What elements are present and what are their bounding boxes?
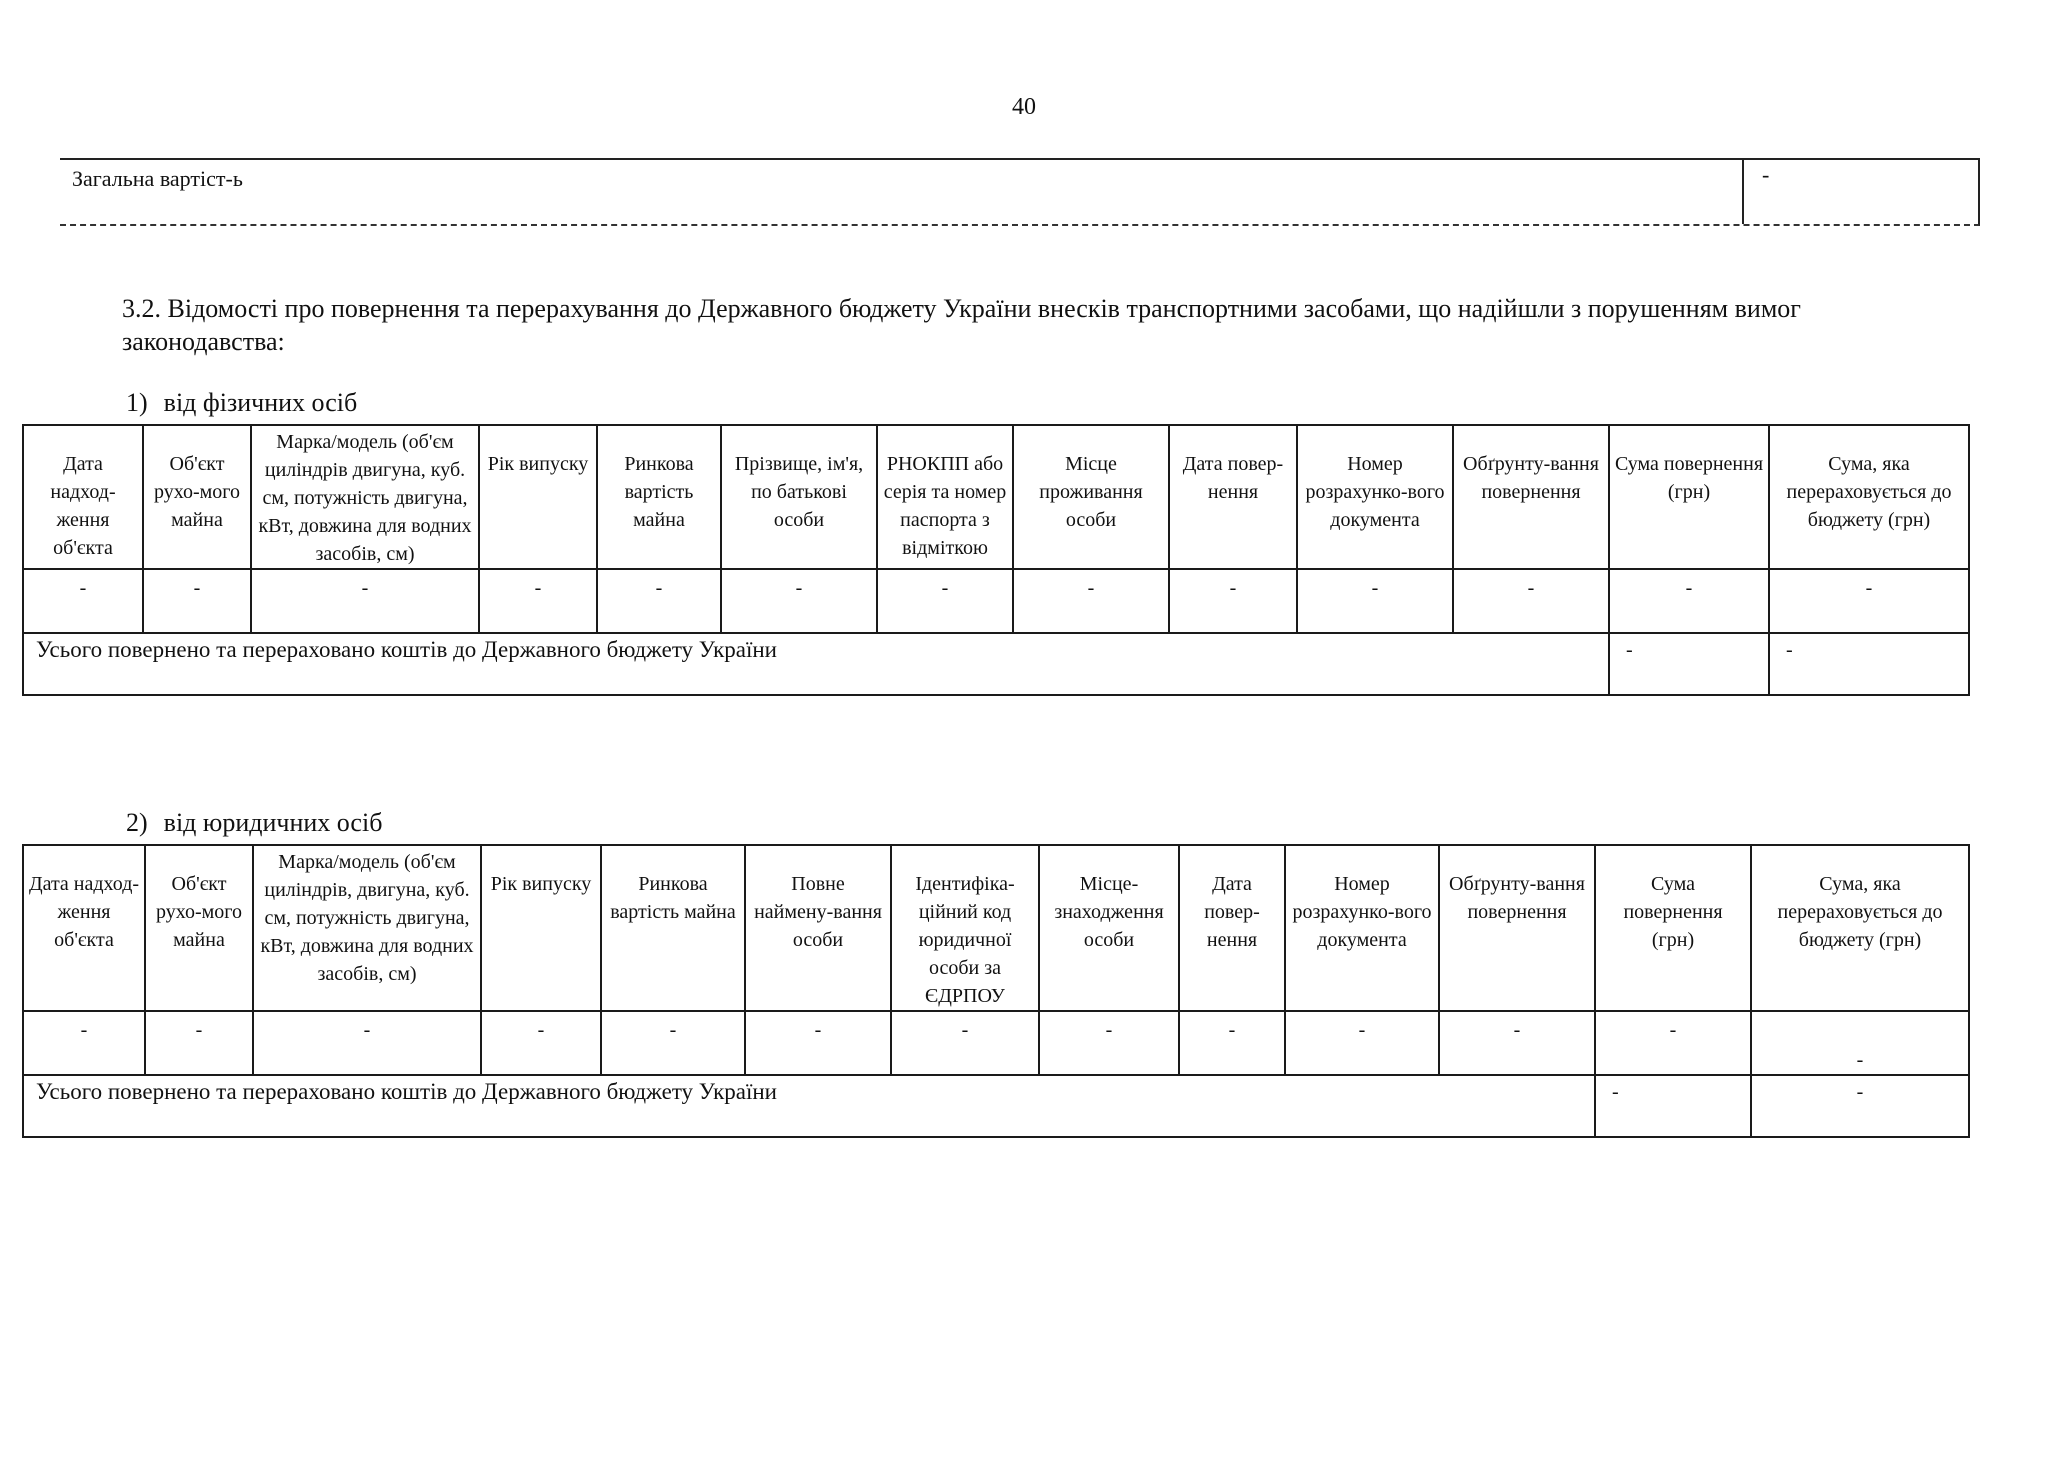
individuals-table: [22, 424, 1970, 696]
header-cell: Дата надход-ження об'єкта: [23, 425, 143, 569]
table-cell: -: [253, 1011, 481, 1075]
table-cell: -: [23, 1011, 145, 1075]
total-value-row: [60, 158, 1980, 226]
header-cell: Повне наймену-вання особи: [745, 845, 891, 1011]
header-cell: Сума, яка перераховується до бюджету (грн): [1751, 845, 1969, 1011]
table-row: [23, 569, 1969, 633]
total-budget-sum: -: [1769, 633, 1969, 695]
table-cell: -: [891, 1011, 1039, 1075]
header-cell: Ринкова вартість майна: [601, 845, 745, 1011]
table-cell: -: [1769, 569, 1969, 633]
table-cell: -: [597, 569, 721, 633]
header-cell: Номер розрахунко-вого документа: [1285, 845, 1439, 1011]
header-cell: Ринкова вартість майна: [597, 425, 721, 569]
header-cell: Сума повернення (грн): [1595, 845, 1751, 1011]
header-cell: Дата надход-ження об'єкта: [23, 845, 145, 1011]
table-cell: -: [745, 1011, 891, 1075]
table-cell: -: [1297, 569, 1453, 633]
header-cell: Обґрунту-вання повернення: [1439, 845, 1595, 1011]
subsection-number: 2): [126, 808, 148, 837]
table-cell: -: [1595, 1011, 1751, 1075]
header-cell: Марка/модель (об'єм циліндрів двигуна, куб. см, потужність двигуна, кВт, довжина для водних засобів, см): [251, 425, 479, 569]
subsection-label: від фізичних осіб: [163, 388, 358, 417]
header-cell: Рік випуску: [481, 845, 601, 1011]
header-cell: Місце-знаходження особи: [1039, 845, 1179, 1011]
total-value-amount: -: [1762, 162, 1770, 187]
table-cell: -: [721, 569, 877, 633]
table-cell: -: [1285, 1011, 1439, 1075]
header-cell: Номер розрахунко-вого документа: [1297, 425, 1453, 569]
header-cell: Обґрунту-вання повернення: [1453, 425, 1609, 569]
table-cell: -: [601, 1011, 745, 1075]
header-cell: Рік випуску: [479, 425, 597, 569]
table-cell: -: [23, 569, 143, 633]
header-cell: РНОКПП або серія та номер паспорта з відміткою: [877, 425, 1013, 569]
total-value-divider: [1742, 160, 1744, 224]
table-cell: -: [1169, 569, 1297, 633]
total-label: Усього повернено та перераховано коштів до Державного бюджету України: [23, 1075, 1595, 1137]
table-cell: -: [143, 569, 251, 633]
table-header-row: [23, 845, 1969, 1011]
table-cell: -: [1179, 1011, 1285, 1075]
table-cell: -: [877, 569, 1013, 633]
header-cell: Дата повер-нення: [1179, 845, 1285, 1011]
header-cell: Об'єкт рухо-мого майна: [145, 845, 253, 1011]
table-cell: -: [1751, 1011, 1969, 1075]
total-budget-sum: -: [1751, 1075, 1969, 1137]
subsection-legal-title: [126, 808, 382, 838]
table-cell: -: [1439, 1011, 1595, 1075]
subsection-number: 1): [126, 388, 148, 417]
table-total-row: [23, 633, 1969, 695]
table-cell: -: [145, 1011, 253, 1075]
legal-entities-table: [22, 844, 1970, 1138]
header-cell: Сума повернення (грн): [1609, 425, 1769, 569]
section-title: 3.2. Відомості про повернення та перерахування до Державного бюджету України внесків транспортними засобами, що надійшли з порушенням вимог законодавства:: [122, 294, 1801, 356]
table-row: [23, 1011, 1969, 1075]
page-number: 40: [1012, 94, 1036, 120]
table-cell: -: [479, 569, 597, 633]
header-cell: Дата повер-нення: [1169, 425, 1297, 569]
total-return-sum: -: [1609, 633, 1769, 695]
header-cell: Ідентифіка-ційний код юридичної особи за ЄДРПОУ: [891, 845, 1039, 1011]
header-cell: Марка/модель (об'єм циліндрів, двигуна, куб. см, потужність двигуна, кВт, довжина для водних засобів, см): [253, 845, 481, 1011]
header-cell: Сума, яка перераховується до бюджету (грн): [1769, 425, 1969, 569]
total-label: Усього повернено та перераховано коштів до Державного бюджету України: [23, 633, 1609, 695]
table-cell: -: [1453, 569, 1609, 633]
subsection-individuals-title: [126, 388, 357, 418]
table-header-row: [23, 425, 1969, 569]
header-cell: Об'єкт рухо-мого майна: [143, 425, 251, 569]
total-return-sum: -: [1595, 1075, 1751, 1137]
table-cell: -: [481, 1011, 601, 1075]
table-cell: -: [251, 569, 479, 633]
header-cell: Прізвище, ім'я, по батькові особи: [721, 425, 877, 569]
table-cell: -: [1013, 569, 1169, 633]
table-cell: -: [1039, 1011, 1179, 1075]
total-value-label: Загальна вартіст-ь: [72, 166, 243, 191]
table-total-row: [23, 1075, 1969, 1137]
subsection-label: від юридичних осіб: [163, 808, 383, 837]
table-cell: -: [1609, 569, 1769, 633]
header-cell: Місце проживання особи: [1013, 425, 1169, 569]
